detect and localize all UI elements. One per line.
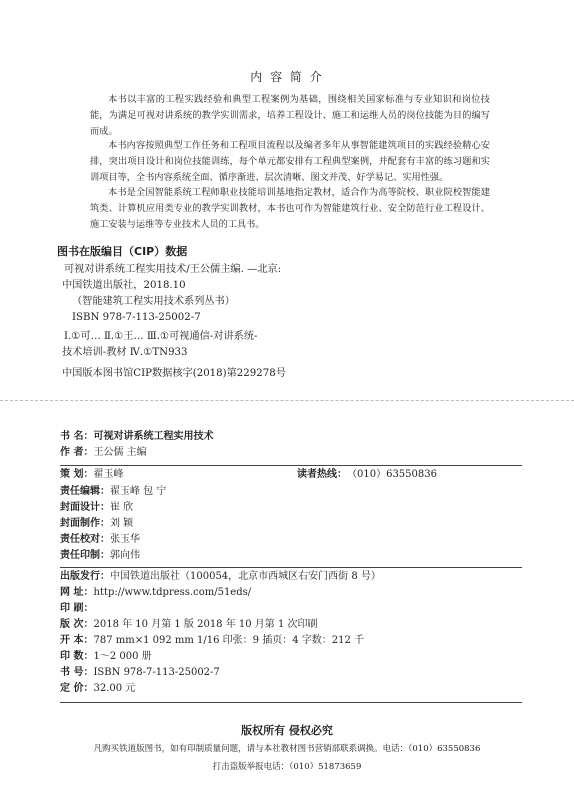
editorial-label: 封面制作： [60,518,110,529]
rights-notice: 版权所有 侵权必究 [241,724,333,737]
publishing-value: 32.00 元 [93,683,136,694]
publishing-label: 出版发行： [60,571,110,582]
cip-heading: 图书在版编目（CIP）数据 [57,245,188,258]
publishing-row [60,586,251,600]
publishing-value: 787 mm×1 092 mm 1/16 印张：9 插页：4 字数：212 千 [93,635,365,646]
publishing-row [60,570,381,584]
hotline: （010）63550836 [347,469,437,480]
author-label: 作 者： [60,447,94,458]
editorial-value: 崔 欣 [110,502,134,513]
book-title-row [60,430,213,444]
content-intro-title: 内 容 简 介 [250,70,324,84]
intro-paragraph-3: 本书是全国智能系统工程师职业技能培训基地指定教材，适合作为高等院校、职业院校智能建筑类、计算机应用类专业的教学实训教材，本书也可作为智能建筑行业、安全防范行业工程设计、施工安装与运维等专业技术人员的工具书。 [90,187,490,230]
cip-line: Ⅰ.①可… Ⅱ.①王… Ⅲ.①可视通信-对讲系统- [64,331,258,342]
editorial-value: 郭向伟 [110,550,140,561]
divider [0,400,574,401]
divider [60,702,522,703]
publishing-label: 书 号： [60,667,94,678]
editorial-label: 封面设计： [60,502,110,513]
publishing-row [60,618,318,632]
divider [60,465,522,466]
website-link[interactable]: http://www.tdpress.com/51eds/ [93,587,252,598]
planner-row [60,468,123,482]
editorial-label: 责任印制： [60,550,110,561]
publishing-row [60,666,220,680]
editorial-row [60,485,166,499]
hotline-label: 读者热线： [297,469,347,480]
editorial-label: 责任校对： [60,534,110,545]
publishing-row [60,650,152,664]
author-row [60,446,147,460]
cip-line: 技术培训-教材 Ⅳ.①TN933 [62,347,188,358]
publishing-label: 网 址： [60,587,94,598]
editorial-row [60,533,140,547]
editorial-row [60,501,133,515]
divider [60,567,522,568]
cip-line: ISBN 978-7-113-25002-7 [72,312,201,323]
planner: 翟玉峰 [93,469,124,480]
cip-line: 中国铁道出版社，2018.10 [62,280,186,291]
editorial-value: 张玉华 [110,534,140,545]
publishing-label: 印 数： [60,651,94,662]
intro-paragraph-1: 本书以丰富的工程实践经验和典型工程案例为基础，围绕相关国家标准与专业知识和岗位技能，为满足可视对讲系统的教学实训需求，培养工程设计、施工和运维人员的岗位技能为目的编写而成。 [90,94,490,137]
publishing-value: 2018 年 10 月第 1 版 2018 年 10 月第 1 次印刷 [93,619,318,630]
editorial-value: 翟玉峰 包 宁 [110,486,167,497]
editorial-label: 责任编辑： [60,486,110,497]
publishing-row [60,634,364,648]
hotline-row [297,468,437,482]
piracy-hotline: 打击盗版举报电话：（010）51873659 [212,762,362,772]
publishing-label: 定 价： [60,683,94,694]
editorial-row [60,517,133,531]
publishing-label: 版 次： [60,619,94,630]
publishing-label: 印 刷： [60,603,94,614]
editorial-value: 刘 颖 [110,518,134,529]
quality-notice: 凡购买铁道版图书，如有印制质量问题，请与本社教材图书营销部联系调换。电话：（010）63550836 [93,744,481,754]
intro-paragraph-2: 本书内容按照典型工作任务和工程项目流程以及编者多年从事智能建筑项目的实践经验精心安排，突出项目设计和岗位技能训练，每个单元都安排有工程典型案例，并配套有丰富的练习题和实训项目等，全书内容系统全面、循序渐进、层次清晰、图文并茂、好学易记、实用性强。 [90,140,490,183]
publishing-value: 1～2 000 册 [93,651,152,662]
publishing-label: 开 本： [60,635,94,646]
book-title: 可视对讲系统工程实用技术 [93,431,214,442]
editorial-row [60,549,140,563]
author: 王公儒 主编 [93,447,147,458]
publishing-value: ISBN 978-7-113-25002-7 [93,667,220,678]
cip-line: 可视对讲系统工程实用技术/王公儒主编. —北京: [64,264,282,275]
planner-label: 策 划： [60,469,94,480]
cip-approval: 中国版本图书馆CIP数据核字(2018)第229278号 [62,368,286,379]
publishing-value: 中国铁道出版社（100054，北京市西城区右安门西街 8 号） [110,571,381,582]
publishing-row [60,602,93,616]
publishing-row [60,682,135,696]
cip-line: （智能建筑工程实用技术系列丛书） [72,296,235,307]
book-title-label: 书 名： [60,431,94,442]
